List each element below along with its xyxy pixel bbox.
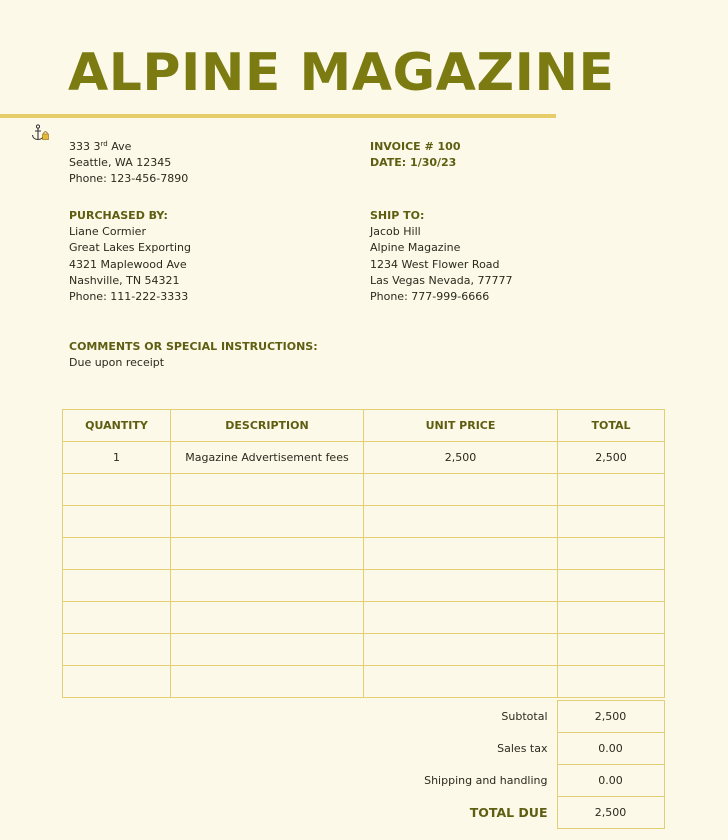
empty-cell	[171, 602, 364, 634]
purchaser-street: 4321 Maplewood Ave	[69, 257, 187, 271]
tax-value: 0.00	[557, 733, 664, 765]
table-row	[63, 506, 665, 538]
empty-cell	[364, 474, 558, 506]
line-items-table	[62, 409, 665, 698]
recipient-name: Jacob Hill	[370, 225, 421, 239]
comments-heading: COMMENTS OR SPECIAL INSTRUCTIONS:	[69, 340, 318, 353]
empty-cell	[171, 634, 364, 666]
empty-cell	[558, 506, 665, 538]
total-due-label: TOTAL DUE	[469, 805, 548, 820]
empty-cell	[63, 474, 171, 506]
empty-cell	[364, 506, 558, 538]
empty-cell	[171, 666, 364, 698]
subtotal-value: 2,500	[557, 701, 664, 733]
title-rule	[0, 114, 556, 118]
empty-cell	[558, 538, 665, 570]
purchaser-company: Great Lakes Exporting	[69, 241, 191, 255]
sender-address	[69, 139, 188, 188]
purchaser-phone: Phone: 111-222-3333	[69, 290, 189, 304]
invoice-number: INVOICE # 100	[370, 140, 461, 153]
table-row	[63, 538, 665, 570]
subtotal-label: Subtotal	[501, 710, 548, 723]
tax-row	[62, 733, 664, 765]
table-row	[63, 570, 665, 602]
invoice-date: DATE: 1/30/23	[370, 156, 457, 170]
totals-table	[62, 700, 665, 829]
empty-cell	[364, 666, 558, 698]
recipient-company: Alpine Magazine	[370, 241, 461, 255]
comments-text: Due upon receipt	[69, 356, 165, 370]
recipient-phone: Phone: 777-999-6666	[370, 290, 490, 304]
table-row	[63, 666, 665, 698]
table-header-row	[63, 410, 665, 442]
shipping-row	[62, 765, 664, 797]
total-due-row	[62, 797, 664, 829]
shipping-value: 0.00	[557, 765, 664, 797]
item-quantity: 1	[63, 442, 171, 474]
empty-cell	[63, 506, 171, 538]
empty-cell	[63, 602, 171, 634]
empty-cell	[63, 538, 171, 570]
shipping-label: Shipping and handling	[424, 774, 548, 787]
purchaser-city: Nashville, TN 54321	[69, 273, 180, 287]
item-unit-price: 2,500	[364, 442, 558, 474]
empty-cell	[364, 634, 558, 666]
sender-street: 333 3rd Ave	[69, 140, 132, 153]
empty-cell	[364, 602, 558, 634]
table-row	[63, 634, 665, 666]
empty-cell	[63, 570, 171, 602]
empty-cell	[364, 538, 558, 570]
quantity-header: QUANTITY	[63, 410, 171, 442]
table-row	[63, 442, 665, 474]
sender-phone: Phone: 123-456-7890	[69, 172, 189, 186]
comments	[69, 339, 318, 371]
empty-cell	[171, 506, 364, 538]
purchased-by-heading: PURCHASED BY:	[69, 209, 168, 222]
total-header: TOTAL	[558, 410, 665, 442]
item-total: 2,500	[558, 442, 665, 474]
recipient-city: Las Vegas Nevada, 77777	[370, 273, 513, 287]
recipient-street: 1234 West Flower Road	[370, 257, 500, 271]
empty-cell	[558, 634, 665, 666]
empty-cell	[63, 634, 171, 666]
total-due-value: 2,500	[557, 797, 664, 829]
empty-cell	[171, 570, 364, 602]
table-row	[63, 474, 665, 506]
description-header: DESCRIPTION	[171, 410, 364, 442]
document-title: ALPINE MAGAZINE	[68, 43, 615, 103]
empty-cell	[558, 666, 665, 698]
table-row	[63, 602, 665, 634]
anchor-lock-icon[interactable]	[30, 124, 50, 142]
ship-to-heading: SHIP TO:	[370, 209, 425, 222]
sender-city: Seattle, WA 12345	[69, 156, 172, 170]
empty-cell	[171, 474, 364, 506]
item-description: Magazine Advertisement fees	[171, 442, 364, 474]
purchased-by	[69, 208, 191, 305]
subtotal-row	[62, 701, 664, 733]
empty-cell	[171, 538, 364, 570]
purchaser-name: Liane Cormier	[69, 225, 146, 239]
empty-cell	[558, 570, 665, 602]
invoice-info	[370, 139, 461, 171]
empty-cell	[63, 666, 171, 698]
empty-cell	[558, 602, 665, 634]
empty-cell	[364, 570, 558, 602]
tax-label: Sales tax	[497, 742, 548, 755]
ship-to	[370, 208, 512, 305]
unit-price-header: UNIT PRICE	[364, 410, 558, 442]
empty-cell	[558, 474, 665, 506]
